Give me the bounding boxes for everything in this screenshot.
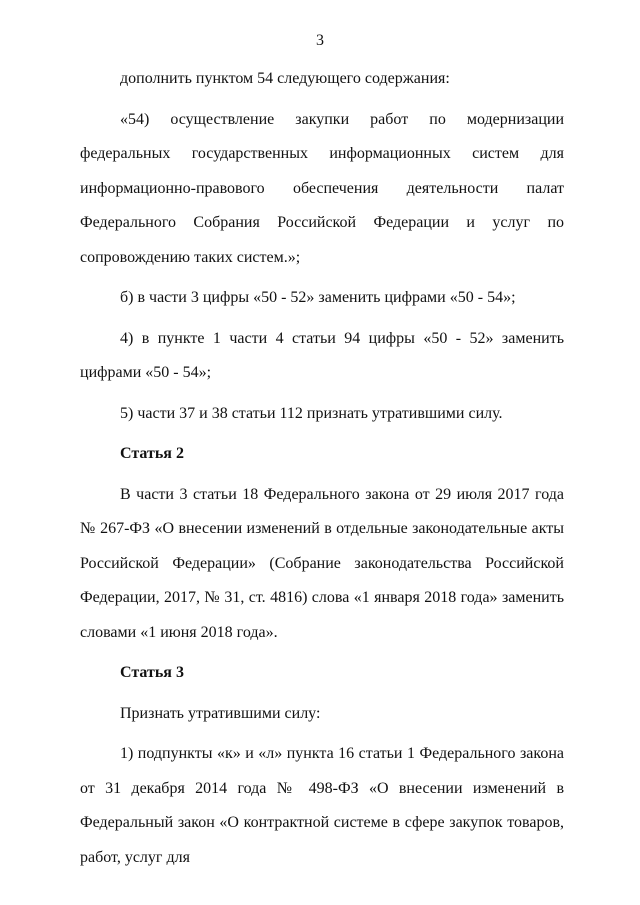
paragraph-intro: дополнить пунктом 54 следующего содержания:	[120, 70, 450, 87]
page-number: 3	[316, 32, 324, 49]
paragraph-item-54: «54) осуществление закупки работ по модернизации федеральных государственных информационных систем для информационно-правового обеспечения деятельности палат Федерального Собрания Российской Федерации и услуг по сопровождению таких систем.»;	[80, 110, 564, 266]
article-3-item-1: 1) подпункты «к» и «л» пункта 16 статьи 1 Федерального закона от 31 декабря 2014 года № 498-ФЗ «О внесении изменений в Федеральный закон «О контрактной системе в сфере закупок товаров, работ, услуг для	[80, 745, 564, 866]
paragraph-item-b: б) в части 3 цифры «50 - 52» заменить цифрами «50 - 54»;	[120, 289, 516, 306]
paragraph-item-4: 4) в пункте 1 части 4 статьи 94 цифры «50 - 52» заменить цифрами «50 - 54»;	[80, 329, 564, 381]
article-2-heading: Статья 2	[120, 445, 184, 462]
article-3-intro: Признать утратившими силу:	[120, 704, 321, 722]
article-3-heading: Статья 3	[120, 664, 184, 681]
article-2-text: В части 3 статьи 18 Федерального закона от 29 июля 2017 года № 267-ФЗ «О внесении изменений в отдельные законодательные акты Российской Федерации» (Собрание законодательства Российской Федерации, 2017, № 31, ст. 4816) слова «1 января 2018 года» заменить словами «1 июня 2018 года».	[80, 485, 564, 641]
document-body	[80, 62, 564, 881]
paragraph-item-5: 5) части 37 и 38 статьи 112 признать утратившими силу.	[120, 404, 503, 422]
